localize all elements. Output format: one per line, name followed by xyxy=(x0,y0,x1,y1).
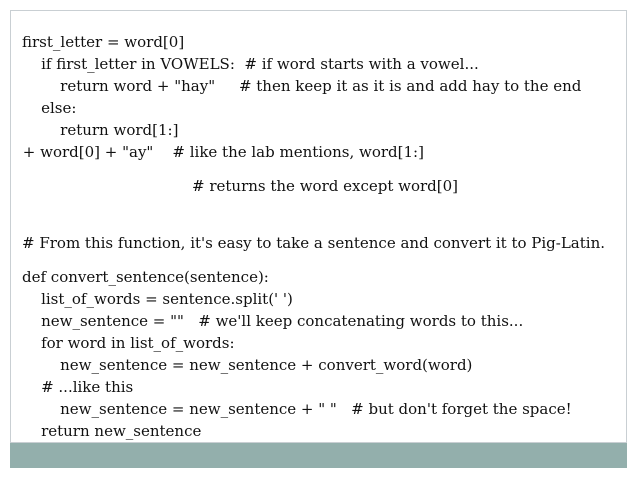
code-line: return word[1:] xyxy=(22,121,179,139)
code-line: + word[0] + "ay" # like the lab mentions, word[1:] xyxy=(18,143,424,161)
code-line: return word + "hay" # then keep it as it is and add hay to the end xyxy=(22,77,582,95)
code-line: def convert_sentence(sentence): xyxy=(22,268,269,286)
code-line: # ...like this xyxy=(22,378,134,396)
footer-bar xyxy=(10,443,627,468)
code-line: list_of_words = sentence.split(' ') xyxy=(22,290,293,308)
code-comment-line: # From this function, it's easy to take a sentence and convert it to Pig-Latin. xyxy=(22,234,606,252)
code-line: first_letter = word[0] xyxy=(22,33,185,51)
code-comment-line: # returns the word except word[0] xyxy=(192,177,459,195)
code-line: new_sentence = new_sentence + convert_word(word) xyxy=(22,356,473,374)
code-line: return new_sentence xyxy=(22,422,202,440)
code-line: for word in list_of_words: xyxy=(22,334,235,352)
code-line: new_sentence = new_sentence + " " # but don't forget the space! xyxy=(22,400,572,418)
code-line: new_sentence = "" # we'll keep concatenating words to this... xyxy=(22,312,524,330)
code-line: if first_letter in VOWELS: # if word starts with a vowel... xyxy=(22,55,479,73)
code-line: else: xyxy=(22,99,77,117)
